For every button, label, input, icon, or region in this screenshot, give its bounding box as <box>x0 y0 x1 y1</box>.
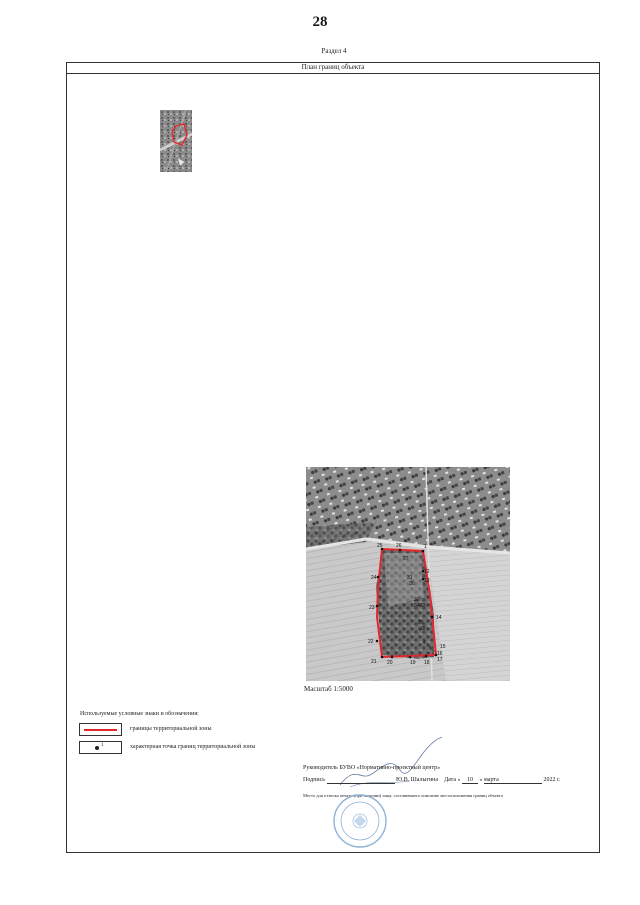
legend-red-line <box>84 729 117 731</box>
signature-row <box>303 777 560 784</box>
legend-point-symbol <box>79 741 122 754</box>
svg-text:18: 18 <box>424 660 430 666</box>
boundary-point-18 <box>425 655 428 658</box>
sign-label: Подпись <box>303 777 326 783</box>
svg-text:29: 29 <box>418 620 424 626</box>
overview-thumbnail <box>160 110 192 172</box>
svg-text:22: 22 <box>368 639 374 645</box>
page-number: 28 <box>312 14 328 30</box>
svg-text:24: 24 <box>371 575 377 581</box>
boundary-point-21 <box>381 656 384 659</box>
svg-text:32: 32 <box>414 597 420 603</box>
svg-text:19: 19 <box>410 660 416 666</box>
date-year: 2022 г. <box>543 777 561 783</box>
legend-boundary-symbol <box>79 723 122 736</box>
section-label: Раздел 4 <box>321 47 347 55</box>
legend-point-text: характерная точка границ территориальной зоны <box>130 744 256 750</box>
boundary-plan-map <box>306 467 510 681</box>
svg-text:3: 3 <box>428 646 431 652</box>
svg-text:14: 14 <box>436 615 442 621</box>
svg-text:26: 26 <box>396 543 402 549</box>
boundary-point-19 <box>409 656 412 659</box>
legend-title: Используемые условные знаки и обозначения: <box>80 711 199 717</box>
legend-point-dot <box>95 746 99 750</box>
boundary-point-24 <box>377 576 380 579</box>
date-month: марта <box>484 777 542 784</box>
svg-text:1: 1 <box>424 544 427 550</box>
svg-text:34: 34 <box>414 603 420 609</box>
svg-text:21: 21 <box>371 659 377 665</box>
svg-text:2: 2 <box>432 650 435 656</box>
legend-point-number: 1 <box>101 743 104 748</box>
boundary-point-20 <box>391 656 394 659</box>
boundary-point-22 <box>376 640 379 643</box>
svg-text:25: 25 <box>377 543 383 549</box>
svg-text:27: 27 <box>403 556 409 562</box>
svg-text:23: 23 <box>369 605 375 611</box>
svg-text:17: 17 <box>437 657 443 663</box>
frame-title: План границ объекта <box>66 62 600 74</box>
svg-text:20: 20 <box>387 660 393 666</box>
date-label: Дата « <box>444 777 461 783</box>
signer-name: Ю.В. Шалыгина <box>396 777 439 783</box>
date-separator: » <box>479 777 483 783</box>
svg-text:4: 4 <box>423 640 426 646</box>
date-day: 10 <box>462 777 478 784</box>
svg-text:16: 16 <box>437 651 443 657</box>
boundary-point-14 <box>431 616 434 619</box>
svg-text:33: 33 <box>420 603 426 609</box>
stamp-note: Место для оттиска печати (при наличии) лица, составившего описание местоположения границ объекта <box>303 793 503 798</box>
sign-line <box>327 777 395 784</box>
svg-text:28: 28 <box>420 626 426 632</box>
boundary-point-1 <box>422 550 425 553</box>
svg-text:15: 15 <box>440 644 446 650</box>
boundary-point-23 <box>376 605 379 608</box>
boundary-point-26 <box>399 549 402 552</box>
svg-text:12: 12 <box>424 569 430 575</box>
official-stamp <box>320 793 400 849</box>
map-scale: Масштаб 1:5000 <box>304 685 353 693</box>
svg-text:13: 13 <box>424 578 430 584</box>
svg-text:30: 30 <box>409 581 415 587</box>
legend-boundary-text: границы территориальной зоны <box>130 726 212 732</box>
svg-text:31: 31 <box>407 575 413 581</box>
signer-role: Руководитель БУВО «Нормативно-проектный центр» <box>303 765 441 771</box>
